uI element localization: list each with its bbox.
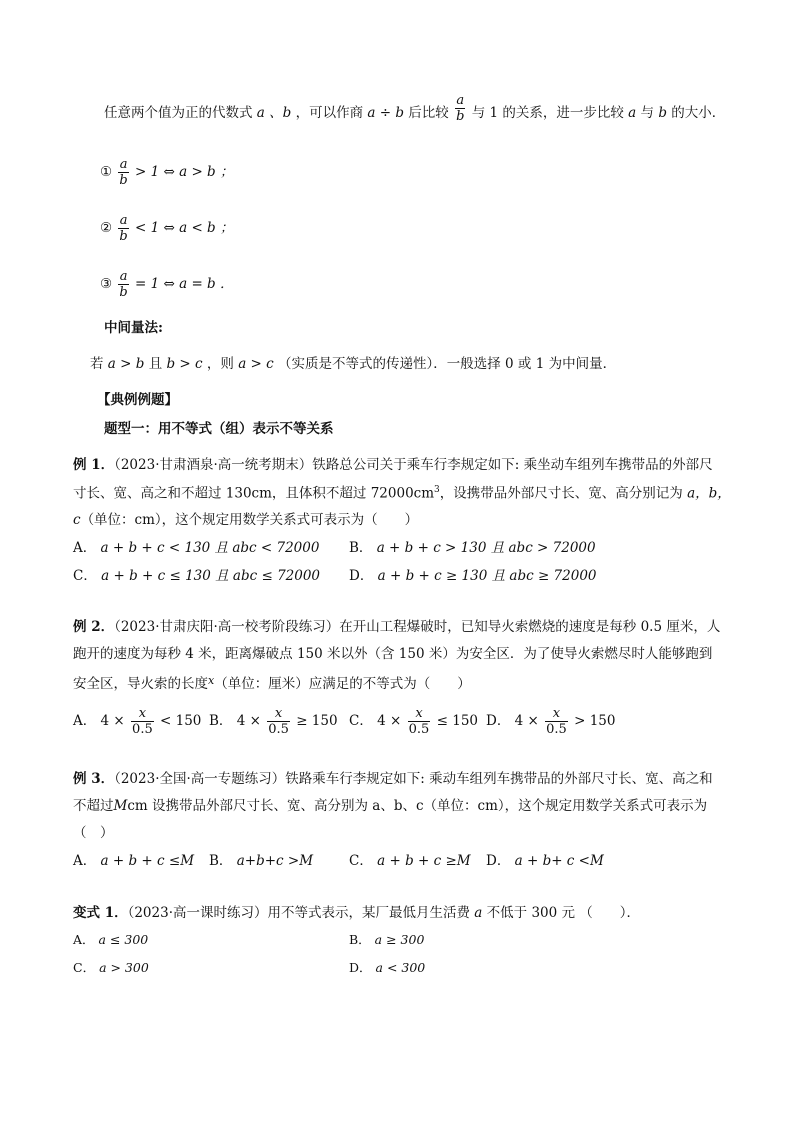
intro-var-b: b <box>658 105 667 121</box>
rule-1-relation: > 1 ⇔ a > b ； <box>135 164 234 180</box>
option-text: a + b + c > 130 且 abc > 72000 <box>376 540 596 556</box>
option-key: D． <box>486 713 511 729</box>
variant-1-option-b[interactable] <box>349 934 424 947</box>
rule-2-relation: < 1 ⇔ a < b ； <box>135 220 234 236</box>
rule-1-den: b <box>119 173 128 188</box>
section-heading: 【典例例题】 <box>97 392 178 408</box>
option-text: a+b+c >M <box>236 853 314 869</box>
example-3-line-3: （ ） <box>73 825 114 841</box>
variant-1-text-b: 不低于 300 元 （ ）． <box>486 905 641 921</box>
variant-1-option-d[interactable] <box>349 962 425 975</box>
example-3-option-c[interactable] <box>349 855 471 869</box>
option-text: a + b+ c <M <box>514 853 604 869</box>
example-2-option-d[interactable] <box>486 707 615 736</box>
option-text: a + b + c ≥ 130 且 abc ≥ 72000 <box>377 568 597 584</box>
option-fraction <box>131 707 154 736</box>
rule-2-num: a <box>119 213 128 228</box>
rule-3-num: a <box>119 269 128 284</box>
rule-1 <box>100 158 234 187</box>
option-key: D． <box>349 568 374 584</box>
fraction-numerator: a <box>456 93 465 108</box>
example-1-option-c[interactable] <box>73 570 320 584</box>
fraction-denominator: 0.5 <box>132 722 153 737</box>
intro-text-c: 后比较 <box>408 105 449 121</box>
fraction-numerator: x <box>267 707 290 722</box>
option-key: C． <box>73 568 97 584</box>
rule-2-mark: ② <box>100 220 113 236</box>
option-key: A． <box>73 540 97 556</box>
fraction-denominator: b <box>456 109 465 124</box>
intro-text-h: 的大小． <box>671 105 726 121</box>
rule-2-den: b <box>119 229 128 244</box>
middle-expr-2: b > c <box>166 356 203 372</box>
middle-expr-1: a > b <box>107 356 145 372</box>
option-fraction <box>267 707 290 736</box>
option-post: > 150 <box>574 713 616 729</box>
option-key: D． <box>349 960 372 975</box>
example-2-text-1: （2023·甘肃庆阳·高一校考阶段练习）在开山工程爆破时，已知导火索燃烧的速度是每秒 0.5 厘米，人 <box>114 619 721 635</box>
option-key: B． <box>349 932 371 947</box>
example-1-line-3 <box>73 514 418 528</box>
example-2-var-x: x <box>208 674 215 687</box>
example-1-option-d[interactable] <box>349 570 597 584</box>
option-key: B． <box>349 540 373 556</box>
variant-1-option-c[interactable] <box>73 962 149 975</box>
option-key: A． <box>73 932 95 947</box>
option-key: A． <box>73 713 97 729</box>
example-2-line-3 <box>73 675 471 692</box>
fraction-numerator: x <box>131 707 154 722</box>
example-1-text-2b: ，设携带品外部尺寸长、宽、高分别记为 <box>439 485 683 502</box>
intro-vars: a 、b <box>256 105 292 121</box>
example-1-option-a[interactable] <box>73 542 319 556</box>
example-2-text-3a: 安全区，导火索的长度 <box>73 676 208 692</box>
example-1-text-2a: 寸长、宽、高之和不超过 130cm，且体积不超过 72000cm <box>73 485 435 502</box>
variant-1-var-a: a <box>474 905 483 921</box>
fraction-denominator: 0.5 <box>268 722 289 737</box>
rule-3-mark: ③ <box>100 276 113 292</box>
rule-3-fraction <box>118 270 128 299</box>
option-key: A． <box>73 853 97 869</box>
example-1-text-3: （单位：cm），这个规定用数学关系式可表示为（ ） <box>80 512 419 528</box>
fraction-denominator: 0.5 <box>546 722 567 737</box>
option-post: < 150 <box>160 713 202 729</box>
middle-text-a: 若 <box>90 356 104 372</box>
variant-1-label: 变式 1． <box>73 905 128 921</box>
option-text: a + b + c < 130 且 abc < 72000 <box>100 540 320 556</box>
example-3-option-a[interactable] <box>73 855 194 869</box>
option-key: B． <box>209 853 233 869</box>
rule-2 <box>100 214 234 243</box>
option-key: C． <box>349 853 373 869</box>
rule-1-mark: ① <box>100 164 113 180</box>
example-2-line-2: 跑开的速度为每秒 4 米，距离爆破点 150 米以外（含 150 米）为安全区．为了使导火索燃尽时人能够跑到 <box>73 646 713 662</box>
example-1-label: 例 1． <box>73 457 115 473</box>
rule-3-relation: = 1 ⇔ a = b ． <box>135 276 234 292</box>
intro-text-a: 任意两个值为正的代数式 <box>104 105 253 121</box>
middle-text-d: （实质是不等式的传递性）．一般选择 0 或 1 为中间量． <box>278 356 617 372</box>
example-1-text-1: （2023·甘肃酒泉·高一统考期末）铁路总公司关于乘车行李规定如下: 乘坐动车组列车携带品的外部尺 <box>114 457 713 473</box>
intro-var-a: a <box>628 105 637 121</box>
option-key: D． <box>486 853 511 869</box>
middle-text-b: 且 <box>148 356 163 372</box>
example-3-text-1: （2023·全国·高一专题练习）铁路乘车行李规定如下: 乘动车组列车携带品的外部尺寸长、宽、高之和 <box>114 771 713 787</box>
option-pre: 4 × <box>377 713 402 729</box>
middle-expr-3: a > c <box>238 356 274 372</box>
fraction-denominator: 0.5 <box>408 722 430 737</box>
rule-1-num: a <box>119 157 128 172</box>
example-3-line-1 <box>73 773 713 787</box>
option-text: a < 300 <box>375 960 426 975</box>
fraction-numerator: x <box>545 707 568 722</box>
rule-3-den: b <box>119 285 128 300</box>
example-3-label: 例 3． <box>73 771 115 787</box>
option-key: C． <box>73 960 96 975</box>
intro-paragraph <box>104 93 726 124</box>
intro-text-d: 与 1 的关系，进一步比较 <box>471 105 624 121</box>
rule-2-fraction <box>118 214 128 243</box>
intro-fraction <box>455 94 465 123</box>
middle-title: 中间量法: <box>104 320 163 336</box>
example-1-var-c: c <box>73 512 81 528</box>
variant-1-option-a[interactable] <box>73 934 148 947</box>
rule-3 <box>100 270 234 299</box>
option-text: a + b + c ≤M <box>100 853 195 869</box>
example-3-text-2b: cm 设携带品外部尺寸长、宽、高分别为 a、b、c（单位：cm），这个规定用数学关系式可表示为 <box>127 798 708 814</box>
fraction-numerator: x <box>408 707 431 722</box>
example-3-option-d[interactable] <box>486 855 604 869</box>
variant-1-text-a: （2023·高一课时练习）用不等式表示，某厂最低月生活费 <box>127 905 470 921</box>
example-3-text-2a: 不超过 <box>73 798 114 814</box>
example-1-option-b[interactable] <box>349 542 596 556</box>
example-2-option-c[interactable] <box>349 707 478 736</box>
middle-line <box>90 358 616 372</box>
option-text: a + b + c ≤ 130 且 abc ≤ 72000 <box>101 568 321 584</box>
example-2-option-b[interactable] <box>209 707 338 736</box>
example-2-option-a[interactable] <box>73 707 201 736</box>
example-2-label: 例 2． <box>73 619 115 635</box>
option-text: a > 300 <box>99 960 149 975</box>
intro-text-f: 与 <box>640 105 655 121</box>
example-3-line-2 <box>73 800 707 814</box>
example-1-line-1 <box>73 459 713 473</box>
example-2-line-1 <box>73 621 720 635</box>
example-1-superscript: 3 <box>434 485 440 495</box>
option-fraction <box>408 707 431 736</box>
option-text: a ≥ 300 <box>374 932 425 947</box>
option-text: a + b + c ≥M <box>377 853 471 869</box>
example-1-vars: a，b， <box>687 485 731 502</box>
option-post: ≥ 150 <box>296 713 338 729</box>
option-key: C． <box>349 713 373 729</box>
option-fraction <box>545 707 568 736</box>
example-1-line-2 <box>73 486 731 501</box>
option-post: ≤ 150 <box>436 713 478 729</box>
variant-1-line-1 <box>73 907 640 921</box>
middle-text-c: ，则 <box>206 356 234 372</box>
example-3-option-b[interactable] <box>209 855 313 869</box>
intro-text-b: ，可以作商 <box>295 105 364 121</box>
example-2-text-3b: （单位：厘米）应满足的不等式为（ ） <box>214 676 471 692</box>
type-1-heading: 题型一：用不等式（组）表示不等关系 <box>104 421 334 437</box>
rule-1-fraction <box>118 158 128 187</box>
example-3-var-m: M <box>113 798 128 814</box>
intro-division: a ÷ b <box>367 105 404 121</box>
option-key: B． <box>209 713 233 729</box>
option-pre: 4 × <box>236 713 261 729</box>
option-pre: 4 × <box>514 713 539 729</box>
option-pre: 4 × <box>100 713 125 729</box>
option-text: a ≤ 300 <box>98 932 149 947</box>
